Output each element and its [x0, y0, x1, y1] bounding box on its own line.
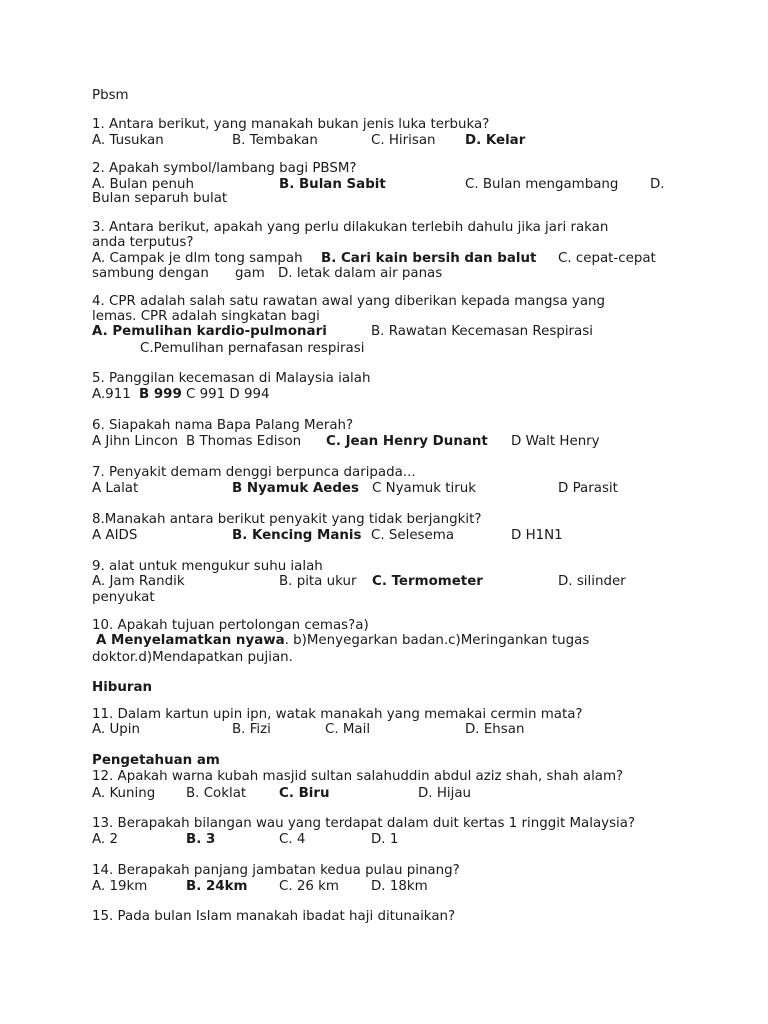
option-1a: A. Tusukan: [92, 133, 164, 148]
option-6d: D Walt Henry: [511, 434, 600, 449]
option-4c: C.Pemulihan pernafasan respirasi: [140, 341, 365, 356]
option-11a: A. Upin: [92, 722, 140, 737]
option-13d: D. 1: [371, 832, 399, 847]
option-6b: B Thomas Edison: [186, 434, 302, 449]
option-14d: D. 18km: [371, 879, 428, 894]
question-5: 5. Panggilan kecemasan di Malaysia ialah: [92, 371, 371, 386]
option-6c-answer: C. Jean Henry Dunant: [326, 434, 488, 449]
option-11c: C. Mail: [325, 722, 371, 737]
option-2d-text: Bulan separuh bulat: [92, 191, 228, 206]
options-10-line3: doktor.d)Mendapatkan pujian.: [92, 650, 293, 665]
section-heading-hiburan: Hiburan: [92, 680, 153, 695]
option-10a-answer: A Menyelamatkan nyawa: [96, 633, 285, 648]
question-4-line2: lemas. CPR adalah singkatan bagi: [92, 309, 320, 324]
option-2b-answer: B. Bulan Sabit: [279, 177, 386, 192]
option-5cd: C 991 D 994: [186, 387, 270, 402]
option-12c-answer: C. Biru: [279, 786, 330, 801]
option-8c: C. Selesema: [371, 528, 455, 543]
doc-title: Pbsm: [92, 88, 129, 103]
option-2d: D.: [650, 177, 665, 192]
question-3-line2: anda terputus?: [92, 235, 194, 250]
options-10-rest: . b)Menyegarkan badan.c)Meringankan tugas: [284, 633, 590, 648]
option-13c: C. 4: [279, 832, 306, 847]
option-6a: A Jihn Lincon: [92, 434, 179, 449]
option-5b-answer: B 999: [139, 387, 182, 402]
option-8d: D H1N1: [511, 528, 563, 543]
option-5a: A.911: [92, 387, 131, 402]
question-3-line1: 3. Antara berikut, apakah yang perlu dilakukan terlebih dahulu jika jari rakan: [92, 220, 609, 235]
option-2c: C. Bulan mengambang: [465, 177, 619, 192]
option-12a: A. Kuning: [92, 786, 156, 801]
question-13: 13. Berapakah bilangan wau yang terdapat dalam duit kertas 1 ringgit Malaysia?: [92, 816, 636, 831]
option-7b-answer: B Nyamuk Aedes: [232, 481, 359, 496]
question-9: 9. alat untuk mengukur suhu ialah: [92, 559, 323, 574]
option-11d: D. Ehsan: [465, 722, 525, 737]
question-11: 11. Dalam kartun upin ipn, watak manakah yang memakai cermin mata?: [92, 707, 583, 722]
option-7a: A Lalat: [92, 481, 139, 496]
option-1d-answer: D. Kelar: [465, 133, 526, 148]
option-2a: A. Bulan penuh: [92, 177, 194, 192]
question-10: 10. Apakah tujuan pertolongan cemas?a): [92, 618, 369, 633]
option-14c: C. 26 km: [279, 879, 339, 894]
question-14: 14. Berapakah panjang jambatan kedua pulau pinang?: [92, 863, 460, 878]
option-9d: D. silinder: [558, 574, 626, 589]
option-3c: C. cepat-cepat: [558, 251, 656, 266]
option-3b-answer: B. Cari kain bersih dan balut: [321, 251, 537, 266]
option-14b-answer: B. 24km: [186, 879, 248, 894]
question-7: 7. Penyakit demam denggi berpunca daripada...: [92, 465, 416, 480]
question-1: 1. Antara berikut, yang manakah bukan jenis luka terbuka?: [92, 117, 490, 132]
option-3c-cont2: gam: [235, 266, 265, 281]
option-12d: D. Hijau: [418, 786, 472, 801]
option-13a: A. 2: [92, 832, 118, 847]
question-15: 15. Pada bulan Islam manakah ibadat haji ditunaikan?: [92, 909, 456, 924]
option-3d: D. letak dalam air panas: [278, 266, 443, 281]
option-3c-cont: sambung dengan: [92, 266, 209, 281]
option-7d: D Parasit: [558, 481, 618, 496]
option-9b: B. pita ukur: [279, 574, 357, 589]
option-4b: B. Rawatan Kecemasan Respirasi: [371, 324, 593, 339]
option-1b: B. Tembakan: [232, 133, 318, 148]
section-heading-pengetahuan-am: Pengetahuan am: [92, 753, 220, 768]
options-10: [96, 633, 589, 649]
question-6: 6. Siapakah nama Bapa Palang Merah?: [92, 418, 354, 433]
option-9c-answer: C. Termometer: [372, 574, 483, 589]
option-4a-answer: A. Pemulihan kardio-pulmonari: [92, 324, 327, 339]
option-7c: C Nyamuk tiruk: [372, 481, 477, 496]
option-8a: A AIDS: [92, 528, 138, 543]
option-8b-answer: B. Kencing Manis: [232, 528, 362, 543]
option-13b-answer: B. 3: [186, 832, 216, 847]
option-14a: A. 19km: [92, 879, 148, 894]
option-11b: B. Fizi: [232, 722, 271, 737]
question-12: 12. Apakah warna kubah masjid sultan salahuddin abdul aziz shah, shah alam?: [92, 769, 624, 784]
question-2: 2. Apakah symbol/lambang bagi PBSM?: [92, 161, 357, 176]
option-9d-cont: penyukat: [92, 590, 155, 605]
option-3a: A. Campak je dlm tong sampah: [92, 251, 303, 266]
question-8: 8.Manakah antara berikut penyakit yang tidak berjangkit?: [92, 512, 482, 527]
question-4-line1: 4. CPR adalah salah satu rawatan awal yang diberikan kepada mangsa yang: [92, 294, 606, 309]
option-12b: B. Coklat: [186, 786, 247, 801]
option-9a: A. Jam Randik: [92, 574, 185, 589]
option-1c: C. Hirisan: [371, 133, 436, 148]
